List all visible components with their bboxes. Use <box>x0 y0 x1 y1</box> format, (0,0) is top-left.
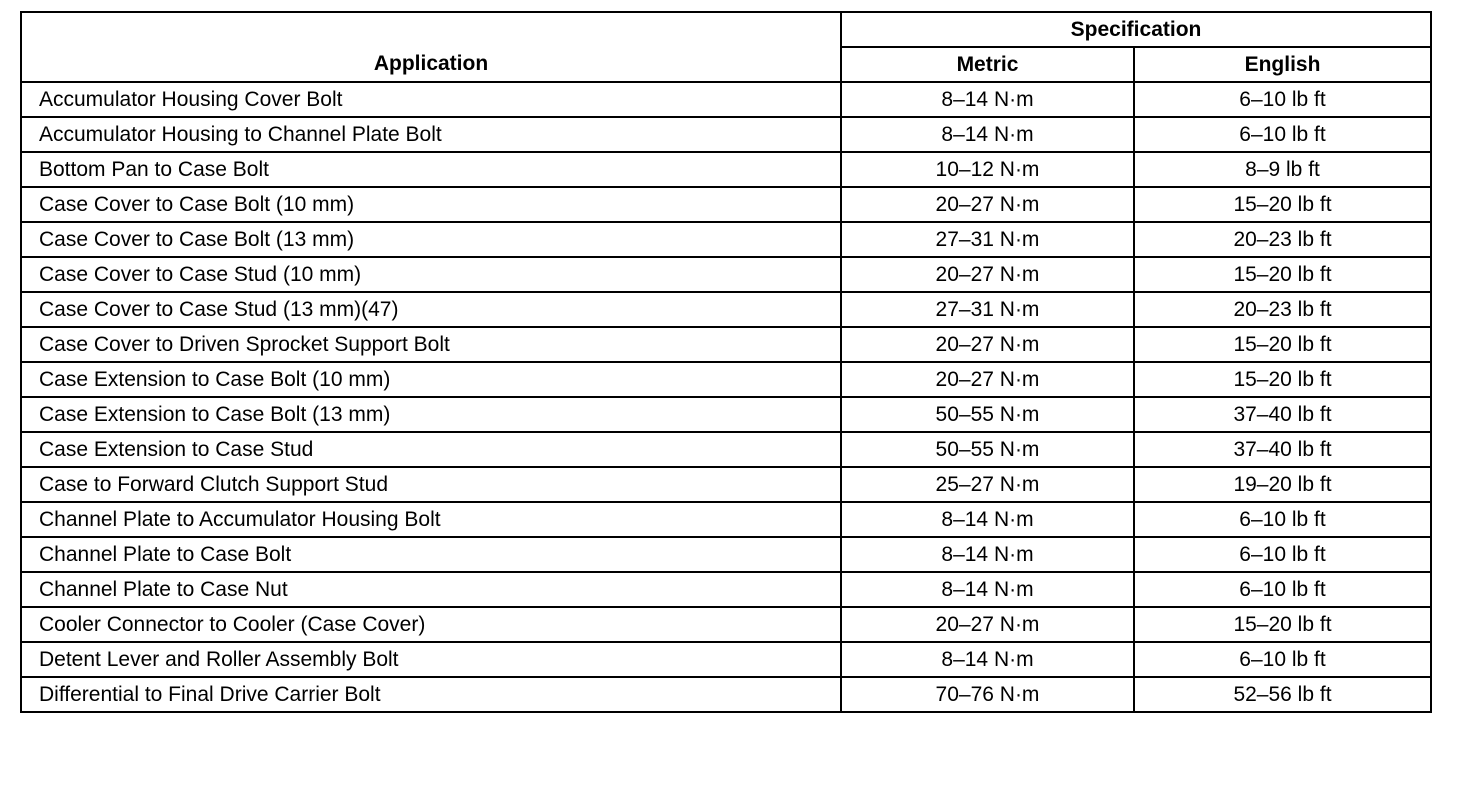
table-row <box>21 327 1431 362</box>
english-cell: 37–40 lb ft <box>1134 397 1431 432</box>
english-cell: 15–20 lb ft <box>1134 607 1431 642</box>
english-cell: 15–20 lb ft <box>1134 362 1431 397</box>
application-cell: Channel Plate to Case Nut <box>21 572 841 607</box>
table-row <box>21 187 1431 222</box>
metric-cell: 50–55 N·m <box>841 397 1134 432</box>
table-row <box>21 82 1431 117</box>
metric-cell: 8–14 N·m <box>841 502 1134 537</box>
application-cell: Cooler Connector to Cooler (Case Cover) <box>21 607 841 642</box>
english-cell: 15–20 lb ft <box>1134 187 1431 222</box>
application-cell: Accumulator Housing to Channel Plate Bolt <box>21 117 841 152</box>
metric-cell: 8–14 N·m <box>841 572 1134 607</box>
english-cell: 6–10 lb ft <box>1134 642 1431 677</box>
application-cell: Detent Lever and Roller Assembly Bolt <box>21 642 841 677</box>
metric-cell: 20–27 N·m <box>841 187 1134 222</box>
application-cell: Case Extension to Case Stud <box>21 432 841 467</box>
application-cell: Channel Plate to Accumulator Housing Bolt <box>21 502 841 537</box>
application-cell: Case Cover to Driven Sprocket Support Bolt <box>21 327 841 362</box>
english-cell: 8–9 lb ft <box>1134 152 1431 187</box>
table-row <box>21 642 1431 677</box>
english-cell: 6–10 lb ft <box>1134 82 1431 117</box>
torque-spec-table <box>20 11 1432 713</box>
english-cell: 15–20 lb ft <box>1134 257 1431 292</box>
english-cell: 37–40 lb ft <box>1134 432 1431 467</box>
table-row <box>21 467 1431 502</box>
application-cell: Accumulator Housing Cover Bolt <box>21 82 841 117</box>
table-row <box>21 432 1431 467</box>
metric-cell: 20–27 N·m <box>841 327 1134 362</box>
table-row <box>21 362 1431 397</box>
english-cell: 20–23 lb ft <box>1134 222 1431 257</box>
metric-cell: 8–14 N·m <box>841 537 1134 572</box>
table-header <box>21 12 1431 82</box>
application-cell: Differential to Final Drive Carrier Bolt <box>21 677 841 712</box>
metric-cell: 8–14 N·m <box>841 117 1134 152</box>
metric-cell: 70–76 N·m <box>841 677 1134 712</box>
metric-cell: 8–14 N·m <box>841 82 1134 117</box>
table-row <box>21 607 1431 642</box>
metric-cell: 8–14 N·m <box>841 642 1134 677</box>
application-cell: Case Extension to Case Bolt (10 mm) <box>21 362 841 397</box>
application-cell: Bottom Pan to Case Bolt <box>21 152 841 187</box>
english-cell: 20–23 lb ft <box>1134 292 1431 327</box>
metric-cell: 20–27 N·m <box>841 362 1134 397</box>
table-row <box>21 292 1431 327</box>
english-cell: 52–56 lb ft <box>1134 677 1431 712</box>
application-cell: Channel Plate to Case Bolt <box>21 537 841 572</box>
metric-cell: 25–27 N·m <box>841 467 1134 502</box>
table-row <box>21 152 1431 187</box>
header-row-top <box>21 12 1431 47</box>
metric-cell: 10–12 N·m <box>841 152 1134 187</box>
table-body <box>21 82 1431 712</box>
metric-column-header: Metric <box>841 47 1134 82</box>
table-row <box>21 222 1431 257</box>
application-cell: Case Cover to Case Bolt (13 mm) <box>21 222 841 257</box>
table-row <box>21 502 1431 537</box>
application-cell: Case to Forward Clutch Support Stud <box>21 467 841 502</box>
english-cell: 6–10 lb ft <box>1134 572 1431 607</box>
application-column-header: Application <box>21 12 841 82</box>
table-row <box>21 257 1431 292</box>
metric-cell: 27–31 N·m <box>841 292 1134 327</box>
table-row <box>21 397 1431 432</box>
metric-cell: 27–31 N·m <box>841 222 1134 257</box>
table-row <box>21 677 1431 712</box>
metric-cell: 20–27 N·m <box>841 257 1134 292</box>
application-cell: Case Cover to Case Stud (13 mm)(47) <box>21 292 841 327</box>
table-row <box>21 117 1431 152</box>
english-cell: 15–20 lb ft <box>1134 327 1431 362</box>
table-row <box>21 537 1431 572</box>
english-cell: 6–10 lb ft <box>1134 502 1431 537</box>
english-cell: 6–10 lb ft <box>1134 117 1431 152</box>
specification-group-header: Specification <box>841 12 1431 47</box>
metric-cell: 20–27 N·m <box>841 607 1134 642</box>
application-cell: Case Cover to Case Stud (10 mm) <box>21 257 841 292</box>
application-cell: Case Cover to Case Bolt (10 mm) <box>21 187 841 222</box>
metric-cell: 50–55 N·m <box>841 432 1134 467</box>
english-cell: 6–10 lb ft <box>1134 537 1431 572</box>
application-cell: Case Extension to Case Bolt (13 mm) <box>21 397 841 432</box>
table-row <box>21 572 1431 607</box>
english-cell: 19–20 lb ft <box>1134 467 1431 502</box>
english-column-header: English <box>1134 47 1431 82</box>
